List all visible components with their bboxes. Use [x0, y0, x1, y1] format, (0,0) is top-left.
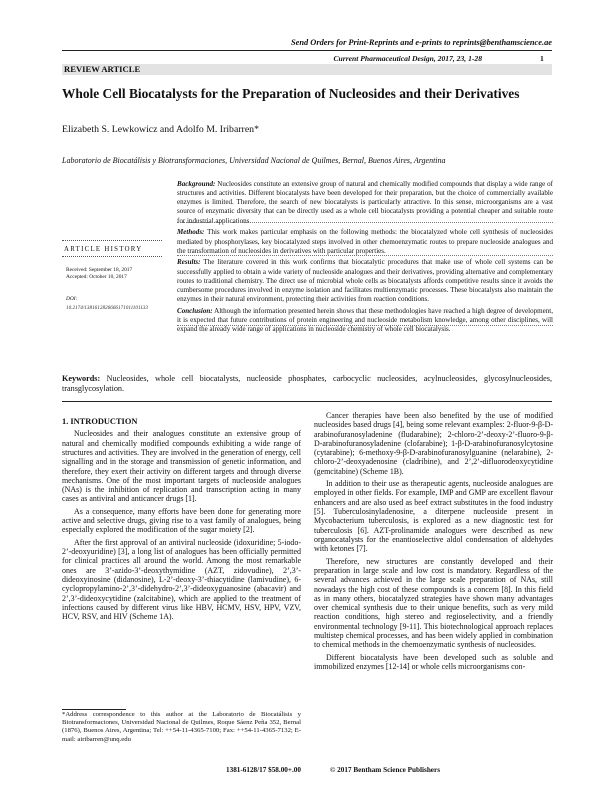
methods-text: This work makes particular emphasis on the following methods: the biocatalyzed whole cell synthesis of nucleosides mediated by phosphorylases, key biocatalyzed steps involved in other chemoenzymatic routes to prepare nucleoside analogues and the transformation of nucleosides in derivatives with particular properties. — [177, 228, 553, 255]
history-rule-bottom — [62, 256, 162, 257]
reprint-notice: Send Orders for Print-Reprints and e-prints to reprints@benthamscience.ae — [290, 38, 552, 47]
left-column — [62, 417, 301, 625]
history-rule-top — [62, 240, 162, 241]
keywords-text: Nucleosides, whole cell biocatalysts, nucleoside phosphates, carbocyclic nucleosides, acylnucleosides, glycosylnucleosides, transglycosylation. — [62, 374, 552, 393]
results-label: Results: — [177, 258, 201, 267]
copyright: © 2017 Bentham Science Publishers — [330, 766, 440, 774]
abstract-divider — [177, 325, 553, 326]
received-date: Received: September 18, 2017 — [66, 267, 133, 273]
keywords — [62, 374, 552, 394]
doi-link[interactable]: 10.2174/1381612826666171011101133 — [66, 305, 148, 311]
abstract-results — [177, 258, 553, 304]
conclusion-label: Conclusion: — [177, 306, 213, 315]
header-rule — [62, 50, 552, 51]
paragraph: Different biocatalysts have been developed such as soluble and immobilized enzymes [12-14] or whole cells microorganisms con- — [314, 652, 553, 671]
abstract-divider — [177, 222, 553, 223]
right-column — [314, 411, 553, 674]
article-title: Whole Cell Biocatalysts for the Preparation of Nucleosides and their Derivatives — [62, 86, 520, 101]
paragraph: Therefore, new structures are constantly developed and their preparation in large scale and low cost is mandatory. Regardless of the several advances achieved in the large scale preparation of NAs, still nowadays the high cost of these compounds is a concern [8]. In this field as in many others, biocatalyzed strategies have shown many advantages over chemical synthesis due to their unique benefits, such as very mild reaction conditions, high stereo and regioselectivity, and a friendly environmental technology [9-11]. This biotechnological approach replaces multistep chemical processes, and has been widely applied in combination to chemical methods in the chemoenzymatic synthesis of nucleosides. — [314, 556, 553, 650]
methods-label: Methods: — [177, 228, 205, 237]
abstract-conclusion — [177, 307, 553, 334]
affiliation: Laboratorio de Biocatálisis y Biotransformaciones, Universidad Nacional de Quilmes, Bernal, Buenos Aires, Argentina — [62, 156, 446, 165]
keywords-label: Keywords: — [62, 374, 101, 383]
paragraph: After the first approval of an antiviral nucleoside (idoxuridine; 5-iodo-2’-deoxyuridine) [3], a long list of analogues has been officially permitted for clinical practices all around the world. Among the most remarkable ones are 3’-azido-3’-deoxythymidine (AZT, zidovudine), 2’,3’- dideoxyinosine (didanosine), L-2’-deoxy-3’-thiacytidine (lamivudine), 6-cyclopropylamino-2’,3’-didehydro-2’,3’-dideoxyguanosine (abacavir) and 2’,3’-dideoxycytidine (zalcitabine), which are applied to the treatment of infections caused by different virus like HBV, HCMV, HSV, HPV, VZV, HCV, RSV, and HIV (Scheme 1A). — [62, 537, 301, 622]
article-type-label: REVIEW ARTICLE — [62, 64, 552, 75]
correspondence-footnote: *Address correspondence to this author at the Laboratorio de Biocatálisis y Biotransformaciones, Universidad Nacional de Quilmes, Roque Sáenz Peña 352, Bernal (1876), Buenos Aires, Argentina; Tel: ++54-11-4365-7100; Fax: ++54-11-4365-7132; E-mail: airibarren@unq.edu — [62, 711, 301, 743]
page-number: 1 — [540, 54, 544, 63]
results-text: The literature covered in this work confirms that biocatalytic procedures that make use of whole cell systems can be successfully applied to obtain a wide variety of nucleoside analogues and their derivatives, providing alternative and complementary routes to traditional chemistry. The direct use of microbial whole cells as biocatalysts affords competitive results since it avoids the cumbersome procedures involved in enzyme isolation and facilitates multienzymatic processes. These biocatalysts also maintain the enzymes in their natural environment, protecting their activities from reaction conditions. — [177, 258, 553, 304]
section-rule — [62, 401, 552, 402]
article-history-heading: ARTICLE HISTORY — [64, 246, 143, 253]
section-heading: 1. INTRODUCTION — [62, 417, 138, 426]
abstract-divider — [177, 255, 553, 256]
accepted-date: Accepted: October 10, 2017 — [66, 274, 127, 280]
authors: Elizabeth S. Lewkowicz and Adolfo M. Iribarren* — [62, 124, 259, 135]
paragraph: As a consequence, many efforts have been done for generating more active and selective drugs, giving rise to a vast family of analogues, being especially explored the modification of the sugar moiety [2]. — [62, 506, 301, 535]
abstract-methods — [177, 228, 553, 255]
abstract-background — [177, 180, 553, 226]
background-text: Nucleosides constitute an extensive group of natural and chemically modified compounds that display a wide range of structures and activities. Different biocatalysts have been developed for their preparation, but the choice of commercially available enzymes is limited. Therefore, the search of new biocatalysts is particularly attractive. In this sense, microorganisms are a vast source of enzymatic diversity that can be directly used as a whole cell biocatalysts providing a potential cheaper and suitable route for industrial applications. — [177, 180, 553, 225]
paragraph: Cancer therapies have been also benefited by the use of modified nucleosides based drugs [4], being some relevant examples: 2-fluor-9-β-D-arabinofuranosyladenine (fludarabine); 2-chloro-2’-deoxy-2’-fluoro-9-β-D-arabinofuranosyladenine (clofarabine); 1-β-D-arabinofuranosylcytosine (cytarabine); 6-methoxy-9-β-D-arabinofuranosylguanine (nelarabine), 2-chloro-2’-deoxyadenosine (cladribine), and 2’,2’-difluorodeoxycytidine (gemcitabine) (Scheme 1B). — [314, 411, 553, 476]
history-dates — [66, 267, 132, 281]
paragraph: In addition to their use as therapeutic agents, nucleoside analogues are employed in other fields. For example, IMP and GMP are excellent flavour enhancers and are also used as beef extract substitutes in the food industry [5]. Tuberculosinyladenosine, a diterpene nucleoside present in Mycobacterium tuberculosis, is explored as a new diagnostic test for tuberculosis [6]. AZT-prolinamide analogues were described as new organocatalysts for the enantioselective aldol condensation of aldehydes with ketones [7]. — [314, 479, 553, 554]
doi-label: DOI: — [66, 296, 78, 302]
journal-citation: Current Pharmaceutical Design, 2017, 23, 1-28 — [333, 54, 482, 63]
paragraph: Nucleosides and their analogues constitute an extensive group of natural and chemically modified compounds exhibiting a wide range of structures and activities. They are involved in the generation of energy, cell signalling and in the storage and transmission of genetic information, and therefore, they exert their activity on different targets and through diverse mechanisms. One of the most important targets of nucleoside analogues (NAs) is the inhibition of replication and transcription acting in many cases as antiviral and anticancer drugs [1]. — [62, 429, 301, 504]
footnote-rule — [62, 709, 126, 710]
background-label: Background: — [177, 180, 216, 188]
conclusion-text: Although the information presented herein shows that these methodologies have reached a high degree of development, it is expected that future contributions of protein engineering and nucleoside metabolism knowledge, among other disciplines, will expand the already wide range of applications in nucleoside chemistry of whole cell biocatalysis. — [177, 306, 553, 334]
issn-price: 1381-6128/17 $58.00+.00 — [226, 766, 301, 774]
abstract — [177, 180, 553, 337]
